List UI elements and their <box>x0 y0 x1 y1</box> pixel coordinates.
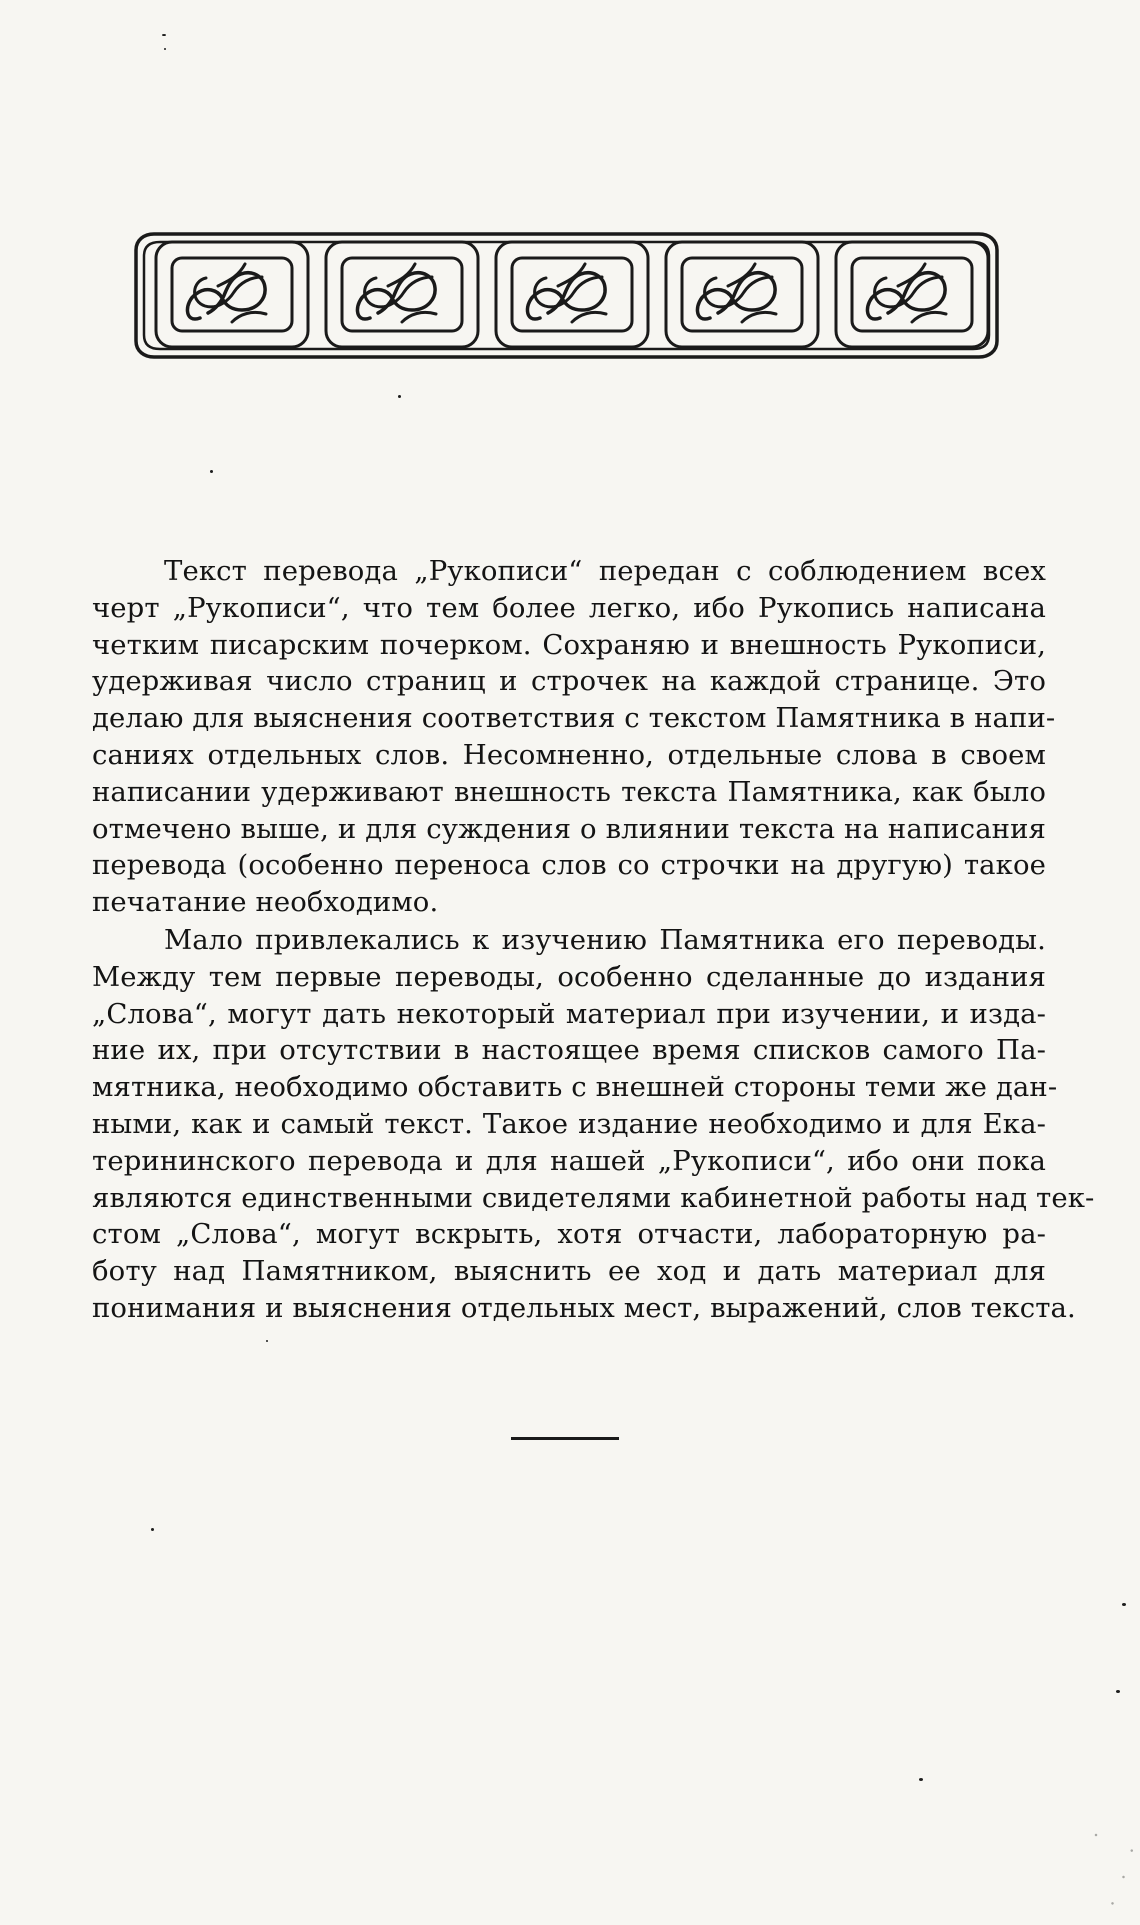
paragraph-2 <box>92 922 1095 1327</box>
text-line: „Слова“, могут дать некоторый материал при изучении, и изда- <box>92 997 1046 1030</box>
dust-speck <box>1116 1690 1120 1693</box>
dust-speck <box>162 34 166 36</box>
dust-speck <box>151 1528 154 1531</box>
text-line: отмечено выше, и для суждения о влиянии текста на написания <box>92 812 1046 845</box>
text-line: стом „Слова“, могут вскрыть, хотя отчасти, лабораторную ра- <box>92 1218 1046 1251</box>
text-line: черт „Рукописи“, что тем более легко, ибо Рукопись написана <box>92 591 1046 624</box>
text-line: мятника, необходимо обставить с внешней стороны теми же дан- <box>92 1071 1058 1104</box>
text-line: написании удерживают внешность текста Памятника, как было <box>92 775 1046 808</box>
text-line: Текст перевода „Рукописи“ передан с соблюдением всех <box>164 555 1046 587</box>
section-divider <box>511 1437 619 1440</box>
text-line: терининского перевода и для нашей „Рукописи“, ибо они пока <box>92 1144 1046 1177</box>
text-line: саниях отдельных слов. Несомненно, отдельные слова в своем <box>92 738 1046 771</box>
text-line: четким писарским почерком. Сохраняю и внешность Рукописи, <box>92 628 1046 661</box>
text-line: понимания и выяснения отдельных мест, выражений, слов текста. <box>92 1291 1076 1324</box>
ornamental-band-icon <box>132 228 1001 363</box>
text-line: делаю для выяснения соответствия с текстом Памятника в напи- <box>92 702 1056 735</box>
paper-speckle <box>1085 1805 1140 1925</box>
text-line: перевода (особенно переноса слов со строчки на другую) такое <box>92 849 1046 882</box>
dust-speck <box>210 470 213 473</box>
text-line: удерживая число страниц и строчек на каждой странице. Это <box>92 665 1046 698</box>
dust-speck <box>266 1340 268 1342</box>
paragraph-1 <box>92 553 1056 921</box>
dust-speck <box>919 1778 923 1781</box>
text-line: Между тем первые переводы, особенно сделанные до издания <box>92 960 1046 993</box>
dust-speck <box>398 395 401 398</box>
text-line: ние их, при отсутствии в настоящее время списков самого Па- <box>92 1034 1046 1067</box>
main-text <box>92 553 1095 1327</box>
text-line: боту над Памятником, выяснить ее ход и дать материал для <box>92 1255 1046 1288</box>
text-line: ными, как и самый текст. Такое издание необходимо и для Ека- <box>92 1107 1046 1140</box>
dust-speck <box>164 48 166 50</box>
text-line: Мало привлекались к изучению Памятника его переводы. <box>164 923 1046 956</box>
dust-speck <box>1122 1603 1126 1606</box>
text-line: являются единственными свидетелями кабинетной работы над тек- <box>92 1181 1095 1214</box>
text-line: печатание необходимо. <box>92 886 439 919</box>
